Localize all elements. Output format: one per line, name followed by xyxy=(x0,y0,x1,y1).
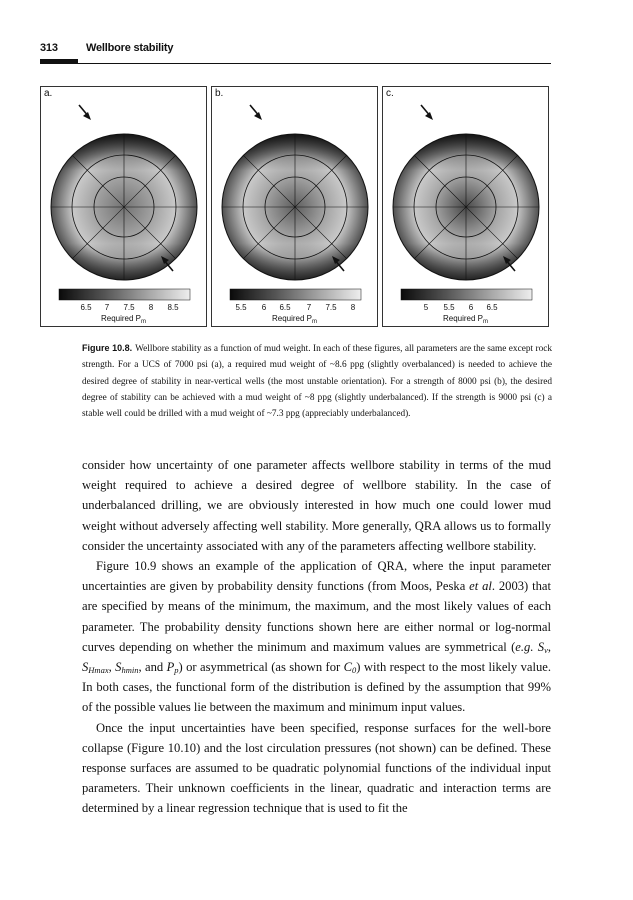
math-c0 xyxy=(344,660,357,674)
symbol: S xyxy=(82,660,89,675)
header-rule-thick xyxy=(40,59,78,64)
tick-label: 7 xyxy=(104,303,110,312)
axis-label-text: Required P xyxy=(442,314,484,323)
tick-label: 6.5 xyxy=(486,303,498,312)
subscript: v xyxy=(544,644,548,655)
tick-label: 7.5 xyxy=(325,303,337,312)
subscript: p xyxy=(174,665,179,676)
math-shmin xyxy=(115,660,138,674)
header-rule-thin xyxy=(78,63,551,64)
text-run: et al xyxy=(469,579,492,594)
symbol: S xyxy=(115,660,122,675)
colorbar xyxy=(230,289,361,300)
figure-caption xyxy=(82,340,552,422)
axis-label-subscript: m xyxy=(312,319,318,325)
running-title: Wellbore stability xyxy=(86,42,174,54)
tick-label: 5.5 xyxy=(443,303,455,312)
tick-label: 5 xyxy=(423,303,429,312)
axis-label-subscript: m xyxy=(141,319,147,325)
text-run: e.g. xyxy=(515,639,534,654)
tick-label: 6 xyxy=(468,303,474,312)
paragraph-1: consider how uncertainty of one parameter affects wellbore stability in terms of the mud weight required to achieve a desired degree of wellbore stability. In the case of underbalanced drilling, we are obviously interested in how much one could lower mud weight without adversely affecting well stability. More generally, QRA allows us to formally consider the uncertainty associated with any of the parameters affecting wellbore stability. xyxy=(82,458,551,553)
text-run: , xyxy=(108,660,116,675)
tick-label: 8 xyxy=(350,303,356,312)
math-shmax xyxy=(82,660,109,674)
stereonet-plot-b xyxy=(212,87,379,328)
paragraph-2 xyxy=(82,556,551,718)
tick-label: 5.5 xyxy=(235,303,247,312)
tick-label: 8.5 xyxy=(167,303,179,312)
panel-label: a. xyxy=(44,88,53,99)
figure-panel-b xyxy=(211,86,378,327)
stereonet-plot-c xyxy=(383,87,550,328)
caption-text: Wellbore stability as a function of mud weight. In each of these figures, all parameters are the same except rock strength. For a UCS of 7000 psi (a), a required mud weight of ~8.6 ppg (slightly overbalanced) is needed to achieve the desired degree of stability in near-vertical wells (the most unstable orientation). For a strength of 8000 psi (b), the desired degree of stability can be achieved with a mud weight of ~8 ppg (slightly underbalanced). If the strength is 9000 psi (c) a stable well could be drilled with a mud weight of ~7.3 ppg (appreciably underbalanced). xyxy=(82,344,552,420)
axis-label-text: Required P xyxy=(271,314,313,323)
panel-label: b. xyxy=(215,88,224,99)
arrow-upper-left-head xyxy=(254,112,262,120)
paragraph-3: Once the input uncertainties have been specified, response surfaces for the well-bore collapse (Figure 10.10) and the lost circulation pressures (not shown) can be defined. These response surfaces are assumed to be quadratic polynomial functions of the individual input parameters. Their unknown coefficients in the linear, quadratic and interaction terms are determined by a linear regression technique that is used to fit the xyxy=(82,720,551,816)
colorbar-axis-label xyxy=(41,314,206,325)
arrow-upper-left-head xyxy=(83,112,91,120)
tick-label: 6.5 xyxy=(80,303,92,312)
page-number: 313 xyxy=(40,42,58,54)
math-sv xyxy=(538,640,548,654)
math-pp xyxy=(167,660,179,674)
subscript: hmin xyxy=(121,665,139,676)
tick-label: 7.5 xyxy=(123,303,135,312)
figure-10-8 xyxy=(40,86,551,329)
colorbar xyxy=(59,289,190,300)
axis-label-text: Required P xyxy=(100,314,142,323)
text-run: , xyxy=(547,639,551,654)
figure-panel-a xyxy=(40,86,207,327)
tick-label: 8 xyxy=(148,303,154,312)
text-run: , and xyxy=(138,660,167,675)
panel-label: c. xyxy=(386,88,394,99)
tick-label: 6 xyxy=(261,303,267,312)
colorbar-axis-label xyxy=(383,314,548,325)
running-header xyxy=(40,42,551,68)
symbol: C xyxy=(343,660,353,675)
colorbar xyxy=(401,289,532,300)
symbol: S xyxy=(537,639,545,654)
tick-label: 6.5 xyxy=(279,303,291,312)
subscript: 0 xyxy=(352,665,357,676)
stereonet-plot-a xyxy=(41,87,208,328)
text-run: ) with respect to the most likely value. In both cases, the functional form of the distribution is defined by the assumption that 99% of the possible values lie between the maximum and minimum input values. xyxy=(82,660,552,715)
colorbar-axis-label xyxy=(212,314,377,325)
arrow-upper-left-head xyxy=(425,112,433,120)
symbol: P xyxy=(166,660,175,675)
figure-panel-c xyxy=(382,86,549,327)
body-text xyxy=(82,455,551,819)
text-run: Figure 10.9 shows an example of the application of QRA, where the input parameter uncertainties are given by probability density functions (from Moos, Peska xyxy=(82,559,551,594)
axis-label-subscript: m xyxy=(483,319,489,325)
tick-label: 7 xyxy=(306,303,312,312)
caption-label: Figure 10.8. xyxy=(82,343,133,353)
text-run: . 2003) that are specified by means of the minimum, the maximum, and the most likely values of each parameter. The probability density functions shown here are either normal or log-normal curves depending on whether the minimum and maximum values are symmetrical ( xyxy=(82,579,551,654)
subscript: Hmax xyxy=(88,665,109,676)
text-run: ) or asymmetrical (as shown for xyxy=(178,660,344,675)
